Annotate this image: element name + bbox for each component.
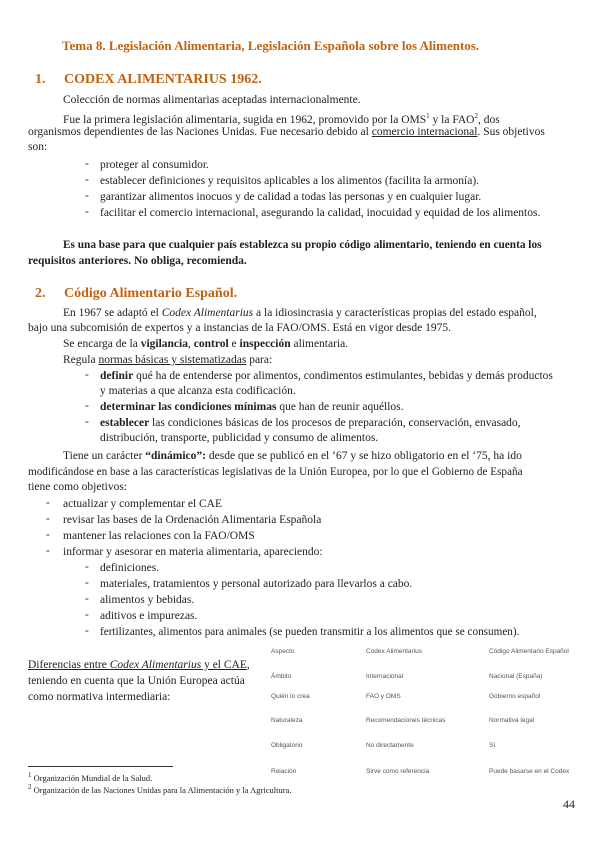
section-1-number: 1.: [35, 72, 46, 87]
s2-p2-text-g: alimentaria.: [290, 338, 349, 350]
footnote-divider: [28, 766, 173, 767]
s1-bold-statement-2: requisitos anteriores. No obliga, recomienda.: [28, 255, 247, 267]
s2-def-1-bold: definir: [100, 370, 134, 382]
s2-paragraph-2: [63, 337, 348, 351]
table-cell: Recomendaciones técnicas: [366, 717, 446, 724]
footnote-1-text: Organización Mundial de la Salud.: [31, 772, 153, 783]
bullet-dash: -: [85, 206, 89, 218]
section-2-heading: Código Alimentario Español.: [64, 286, 238, 301]
differences-line-3: como normativa intermediaria:: [28, 691, 171, 703]
table-header-aspect: Aspecto: [271, 648, 295, 655]
table-cell: Normativa legal: [489, 717, 535, 724]
bullet-dash: -: [85, 577, 89, 589]
sub-item-4: aditivos e impurezas.: [100, 610, 198, 622]
s2-def-2-bold: determinar las condiciones mínimas: [100, 401, 277, 413]
s2-p3-text-c: para:: [246, 354, 273, 366]
bullet-dash: -: [85, 190, 89, 202]
s2-p1-text-c: a la idiosincrasia y características propias del estado español,: [253, 307, 537, 319]
s2-def-1-line-2: y materias a que alcanza esta codificación.: [100, 385, 296, 397]
table-header-cae: Código Alimentario Español: [489, 648, 569, 655]
s1-bullet-1: proteger al consumidor.: [100, 159, 209, 171]
bullet-dash: -: [85, 561, 89, 573]
s2-p2-comma: ,: [187, 338, 194, 350]
bullet-dash: -: [85, 625, 89, 637]
differences-line-2: teniendo en cuenta que la Unión Europea actúa: [28, 675, 245, 687]
objective-1: actualizar y complementar el CAE: [63, 498, 223, 510]
s1-p2-text-a: Fue la primera legislación alimentaria, sugida en 1962, promovido por la OMS: [63, 113, 427, 126]
s2-p4-text-a: Tiene un carácter: [63, 450, 146, 462]
s2-p2-bold-control: control: [193, 338, 229, 350]
s2-def-2: [100, 400, 404, 414]
sub-item-5: fertilizantes, alimentos para animales (se pueden transmitir a los alimentos que se consumen).: [100, 626, 520, 638]
s2-p4-text-c: desde que se publicó en el ‘67 y se hizo obligatorio en el ‘75, ha ido: [205, 450, 522, 462]
footnote-2-number: 2: [28, 783, 32, 791]
diff-italic: Codex Alimentarius: [109, 659, 202, 671]
footnote-1: [28, 771, 152, 783]
s1-paragraph-1: Colección de normas alimentarias aceptadas internacionalmente.: [63, 94, 361, 106]
table-cell: No directamente: [366, 742, 414, 749]
s2-p2-and: e: [228, 338, 240, 350]
s2-p3-underlined: normas básicas y sistematizadas: [98, 354, 247, 366]
footnote-ref-1: 1: [426, 112, 430, 120]
table-cell: Obligatorio: [271, 742, 303, 749]
s2-p1-italic: Codex Alimentarius: [161, 307, 254, 319]
differences-line-1: [28, 658, 250, 672]
s1-p2-text-c: , dos: [477, 113, 500, 126]
bullet-dash: -: [85, 174, 89, 186]
table-cell: Relación: [271, 768, 297, 775]
objective-3: mantener las relaciones con la FAO/OMS: [63, 530, 255, 542]
footnote-2: [28, 783, 291, 795]
table-header-codex: Codex Alimentarius: [366, 648, 422, 655]
table-cell: Internacional: [366, 673, 404, 680]
table-cell: Puede basarse en el Codex: [489, 768, 570, 775]
bullet-dash: -: [85, 158, 89, 170]
s1-bullet-4: facilitar el comercio internacional, asegurando la calidad, inocuidad y equidad de los alimentos.: [100, 207, 541, 219]
s1-bullet-3: garantizar alimentos inocuos y de calidad a todas las personas y en cualquier lugar.: [100, 191, 482, 203]
table-cell: Sí: [489, 742, 496, 749]
s2-p2-text-a: Se encarga de la: [63, 338, 141, 350]
table-cell: Sirve como referencia: [366, 768, 430, 775]
table-cell: Gobierno español: [489, 693, 541, 700]
bullet-dash: -: [46, 497, 50, 509]
s2-def-3-line-1: [100, 416, 521, 430]
s2-def-1-line-1: [100, 369, 553, 383]
s1-bold-statement-1: Es una base para que cualquier país establezca su propio código alimentario, teniendo en cuenta los: [63, 239, 542, 251]
s2-def-2-text: que han de reunir aquéllos.: [276, 401, 404, 413]
table-cell: FAO y OMS: [366, 693, 401, 700]
s2-paragraph-1-line-1: [63, 306, 537, 320]
s1-paragraph-2-line-2: [28, 125, 545, 139]
s2-paragraph-1-line-2: bajo una subcomisión de expertos y a instancias de la FAO/OMS. Está en vigor desde 1975.: [28, 322, 451, 334]
objective-2: revisar las bases de la Ordenación Alimentaria Española: [63, 514, 322, 526]
table-cell: Nacional (España): [489, 673, 543, 680]
s2-def-3-bold: establecer: [100, 417, 150, 429]
s2-paragraph-3: [63, 353, 272, 367]
bullet-dash: -: [85, 369, 89, 381]
diff-comma: ,: [246, 659, 250, 671]
s2-def-3-text: las condiciones básicas de los procesos de preparación, conservación, envasado,: [149, 417, 521, 429]
s2-p3-text-a: Regula: [63, 354, 99, 366]
sub-item-1: definiciones.: [100, 562, 160, 574]
footnote-ref-2: 2: [474, 112, 478, 120]
footnote-2-text: Organización de las Naciones Unidas para la Alimentación y la Agricultura.: [31, 784, 292, 795]
bullet-dash: -: [85, 593, 89, 605]
s2-paragraph-4-line-2: modificándose en base a las características legislativas de la Unión Europea, por lo que el Gobierno de España: [28, 466, 523, 478]
table-cell: Quién lo crea: [271, 693, 310, 700]
bullet-dash: -: [85, 400, 89, 412]
s1-bullet-2: establecer definiciones y requisitos aplicables a los alimentos (facilita la armonía).: [100, 175, 480, 187]
section-1-heading: CODEX ALIMENTARIUS 1962.: [64, 72, 262, 87]
s1-p2-text-d: organismos dependientes de las Naciones Unidas. Fue necesario debido al: [28, 126, 372, 138]
sub-item-2: materiales, tratamientos y personal autorizado para llevarlos a cabo.: [100, 578, 413, 590]
s1-p2-text-b: y la FAO: [429, 113, 475, 126]
s2-def-3-line-2: distribución, transporte, publicidad y consumo de alimentos.: [100, 432, 379, 444]
s2-paragraph-4-line-3: tiene como objetivos:: [28, 481, 128, 493]
s2-def-1-text: qué ha de entenderse por alimentos, condimentos estimulantes, bebidas y demás productos: [133, 370, 553, 382]
table-cell: Ámbito: [271, 673, 292, 680]
section-2-number: 2.: [35, 286, 46, 301]
s2-p2-bold-inspeccion: inspección: [239, 338, 291, 350]
footnote-1-number: 1: [28, 771, 32, 779]
diff-text-c: y el CAE: [201, 659, 247, 671]
bullet-dash: -: [46, 529, 50, 541]
diff-text-a: Diferencias entre: [28, 659, 110, 671]
s2-p2-bold-vigilancia: vigilancia: [140, 338, 188, 350]
s1-p2-underlined: comercio internacional: [371, 126, 478, 138]
s2-p4-bold: “dinámico”:: [145, 450, 206, 462]
bullet-dash: -: [46, 513, 50, 525]
s1-paragraph-2-line-3: son:: [28, 141, 48, 153]
sub-item-3: alimentos y bebidas.: [100, 594, 195, 606]
differences-underlined: [28, 659, 247, 671]
table-cell: Naturaleza: [271, 717, 303, 724]
bullet-dash: -: [46, 545, 50, 557]
page-number: 44: [563, 797, 575, 811]
s2-p1-text-a: En 1967 se adaptó el: [63, 307, 162, 319]
bullet-dash: -: [85, 416, 89, 428]
s2-paragraph-4-line-1: [63, 449, 522, 463]
objective-4: informar y asesorar en materia alimentaria, apareciendo:: [63, 546, 323, 558]
page-title: Tema 8. Legislación Alimentaria, Legislación Española sobre los Alimentos.: [62, 38, 480, 53]
s1-p2-text-f: . Sus objetivos: [477, 126, 545, 138]
bullet-dash: -: [85, 609, 89, 621]
